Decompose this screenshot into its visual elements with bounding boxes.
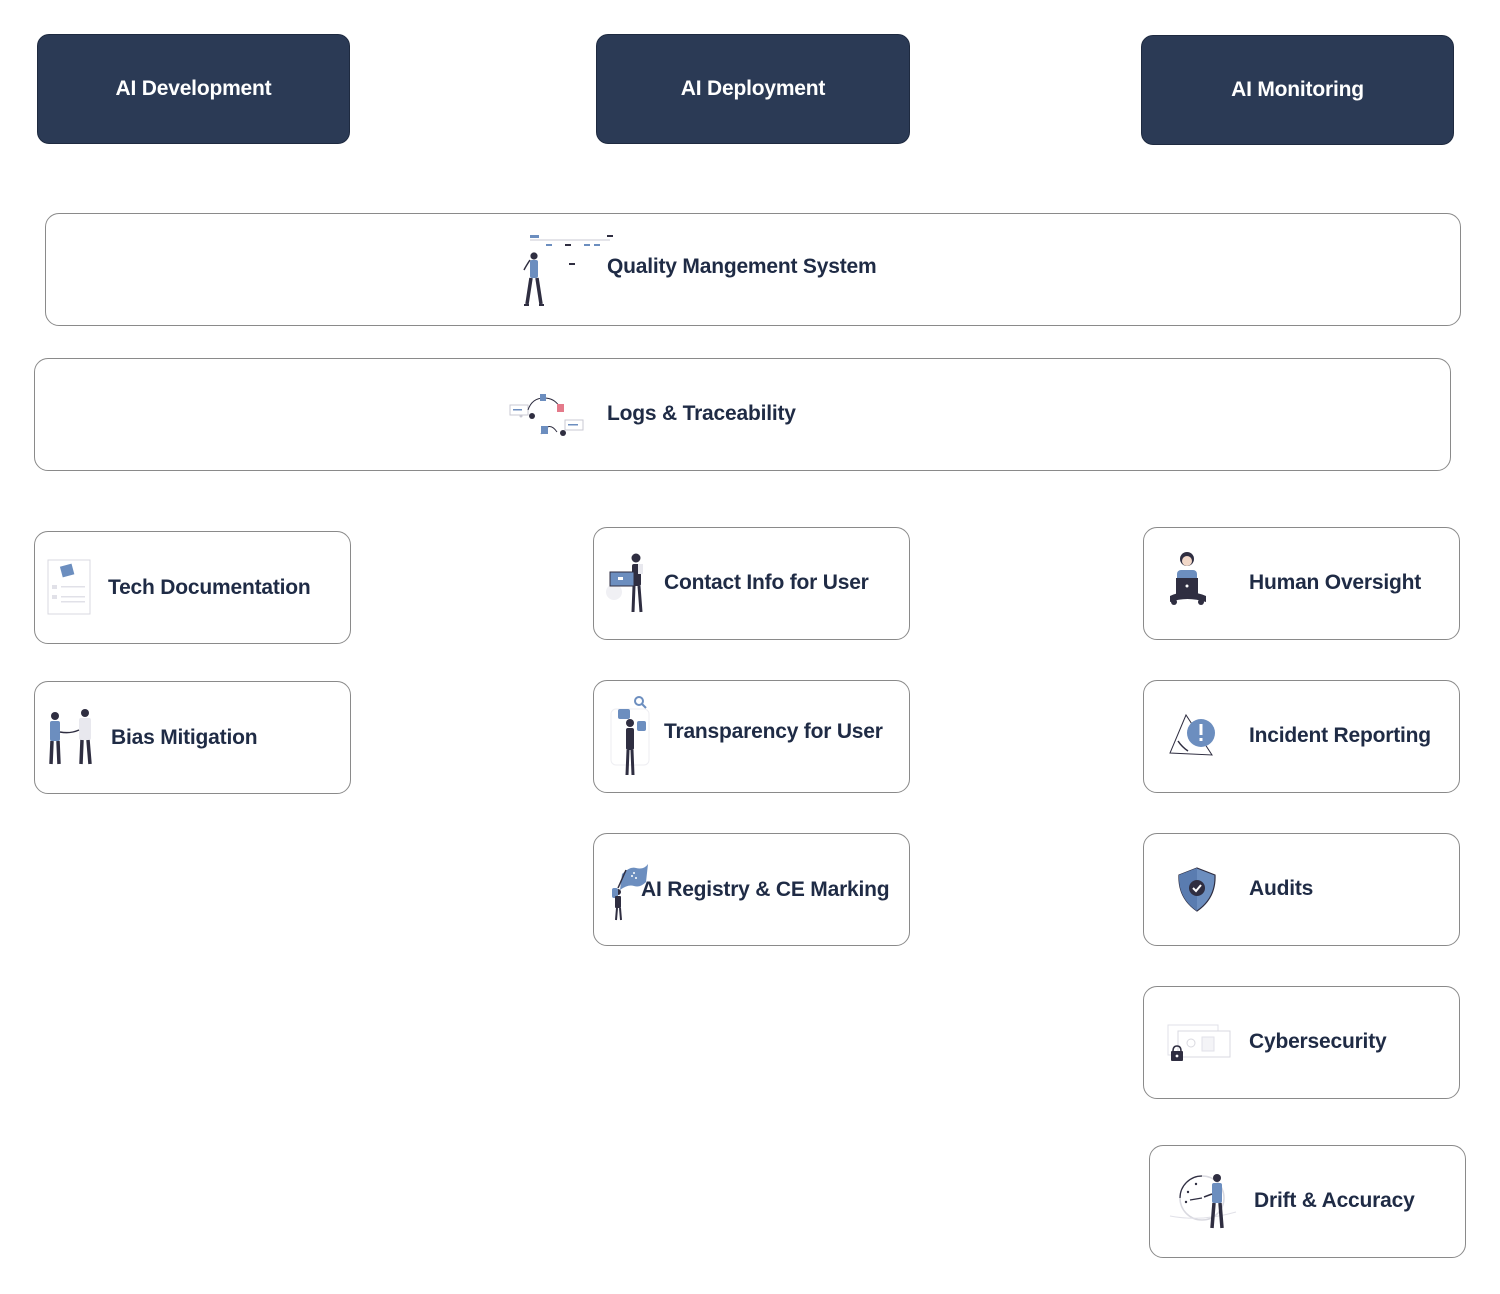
gauge-person-icon <box>1166 1170 1240 1236</box>
card-human-oversight[interactable] <box>1143 527 1460 640</box>
header-ai-deployment[interactable]: AI Deployment <box>596 34 910 144</box>
card-tech-documentation[interactable] <box>34 531 351 644</box>
shield-check-icon <box>1175 866 1219 914</box>
card-audits[interactable] <box>1143 833 1460 946</box>
flow-chart-icon <box>507 390 591 444</box>
incident-label: Incident Reporting <box>1249 724 1431 747</box>
transparency-label: Transparency for User <box>664 720 883 743</box>
card-ai-registry[interactable] <box>593 833 910 946</box>
card-logs-traceability[interactable] <box>34 358 1451 471</box>
header-ai-monitoring[interactable]: AI Monitoring <box>1141 35 1454 145</box>
document-icon <box>45 557 93 617</box>
contact-label: Contact Info for User <box>664 571 869 594</box>
warning-icon <box>1164 711 1220 761</box>
couple-icon <box>44 706 100 770</box>
search-person-icon <box>608 695 656 781</box>
oversight-label: Human Oversight <box>1249 571 1422 594</box>
card-drift-accuracy[interactable] <box>1149 1145 1466 1258</box>
lock-screen-icon <box>1166 1019 1232 1065</box>
bias-label: Bias Mitigation <box>111 726 258 749</box>
qms-label: Quality Mangement System <box>607 255 877 278</box>
tech-docs-label: Tech Documentation <box>108 576 311 599</box>
kanban-person-icon <box>520 232 620 312</box>
audits-label: Audits <box>1249 877 1314 900</box>
card-bias-mitigation[interactable] <box>34 681 351 794</box>
drift-label: Drift & Accuracy <box>1254 1189 1415 1212</box>
logs-label: Logs & Traceability <box>607 402 796 425</box>
card-transparency[interactable] <box>593 680 910 793</box>
registry-label: AI Registry & CE Marking <box>641 878 890 901</box>
card-contact-info[interactable] <box>593 527 910 640</box>
card-cybersecurity[interactable] <box>1143 986 1460 1099</box>
header-ai-development[interactable]: AI Development <box>37 34 350 144</box>
laptop-person-icon <box>1168 550 1212 612</box>
card-quality-management-system[interactable] <box>45 213 1461 326</box>
cyber-label: Cybersecurity <box>1249 1030 1387 1053</box>
presentation-icon <box>604 550 656 618</box>
card-incident-reporting[interactable] <box>1143 680 1460 793</box>
